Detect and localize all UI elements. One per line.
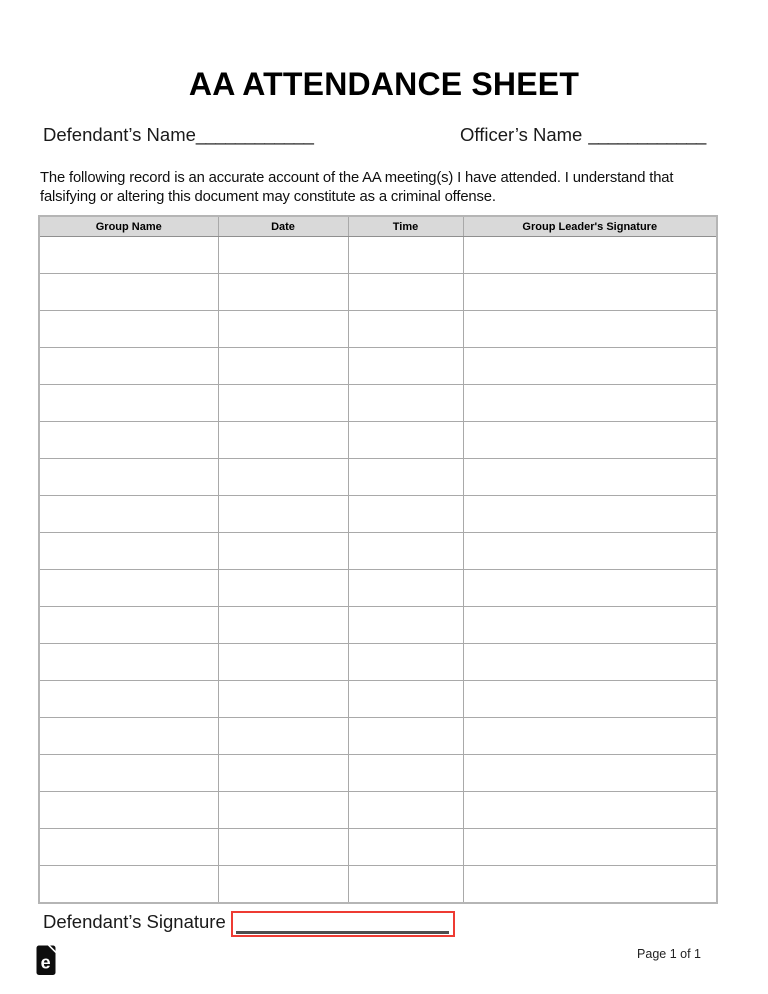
table-cell[interactable] [348, 755, 463, 792]
table-cell[interactable] [218, 496, 348, 533]
table-cell[interactable] [39, 533, 218, 570]
table-cell[interactable] [218, 422, 348, 459]
table-cell[interactable] [218, 237, 348, 274]
table-cell[interactable] [218, 274, 348, 311]
defendant-name-label: Defendant’s Name [43, 124, 196, 145]
col-header-group-leader-signature: Group Leader's Signature [463, 216, 717, 237]
table-cell[interactable] [348, 274, 463, 311]
table-cell[interactable] [218, 718, 348, 755]
table-cell[interactable] [39, 237, 218, 274]
table-cell[interactable] [39, 274, 218, 311]
page-number: Page 1 of 1 [637, 947, 701, 961]
table-cell[interactable] [463, 348, 717, 385]
table-cell[interactable] [463, 311, 717, 348]
table-cell[interactable] [39, 755, 218, 792]
defendant-signature-field[interactable] [231, 911, 455, 937]
table-cell[interactable] [348, 348, 463, 385]
col-header-group-name: Group Name [39, 216, 218, 237]
table-cell[interactable] [463, 755, 717, 792]
table-cell[interactable] [218, 866, 348, 904]
table-cell[interactable] [348, 718, 463, 755]
table-row [39, 829, 717, 866]
table-cell[interactable] [348, 237, 463, 274]
col-header-time: Time [348, 216, 463, 237]
table-cell[interactable] [348, 607, 463, 644]
table-row [39, 718, 717, 755]
table-cell[interactable] [218, 570, 348, 607]
table-cell[interactable] [39, 866, 218, 904]
eforms-logo-icon [36, 945, 56, 976]
table-cell[interactable] [39, 792, 218, 829]
table-cell[interactable] [39, 311, 218, 348]
table-cell[interactable] [218, 829, 348, 866]
table-cell[interactable] [348, 644, 463, 681]
table-cell[interactable] [218, 348, 348, 385]
intro-line-1: The following record is an accurate account of the AA meeting(s) I have attended. I understand that [40, 170, 674, 186]
intro-line-2: falsifying or altering this document may constitute as a criminal offense. [40, 189, 496, 205]
table-cell[interactable] [348, 829, 463, 866]
table-cell[interactable] [463, 644, 717, 681]
table-cell[interactable] [218, 681, 348, 718]
table-row [39, 459, 717, 496]
officer-name-row [460, 124, 706, 146]
table-cell[interactable] [218, 385, 348, 422]
table-cell[interactable] [218, 792, 348, 829]
defendant-signature-label: Defendant’s Signature [43, 911, 226, 932]
table-cell[interactable] [218, 311, 348, 348]
intro-paragraph [40, 169, 730, 207]
table-cell[interactable] [39, 348, 218, 385]
table-cell[interactable] [463, 681, 717, 718]
officer-name-label: Officer’s Name [460, 124, 583, 145]
table-cell[interactable] [463, 792, 717, 829]
table-cell[interactable] [39, 681, 218, 718]
table-cell[interactable] [218, 755, 348, 792]
table-cell[interactable] [39, 422, 218, 459]
table-cell[interactable] [348, 792, 463, 829]
table-cell[interactable] [348, 533, 463, 570]
table-row [39, 496, 717, 533]
table-cell[interactable] [348, 866, 463, 904]
table-cell[interactable] [463, 459, 717, 496]
table-cell[interactable] [39, 718, 218, 755]
page-title: AA ATTENDANCE SHEET [188, 66, 580, 102]
table-row [39, 607, 717, 644]
col-header-date: Date [218, 216, 348, 237]
table-cell[interactable] [348, 422, 463, 459]
table-row [39, 237, 717, 274]
table-cell[interactable] [39, 829, 218, 866]
table-cell[interactable] [463, 607, 717, 644]
table-row [39, 866, 717, 904]
table-cell[interactable] [463, 570, 717, 607]
table-cell[interactable] [463, 829, 717, 866]
table-cell[interactable] [39, 459, 218, 496]
table-cell[interactable] [463, 274, 717, 311]
table-cell[interactable] [463, 496, 717, 533]
table-cell[interactable] [348, 496, 463, 533]
table-cell[interactable] [348, 570, 463, 607]
table-cell[interactable] [39, 607, 218, 644]
table-cell[interactable] [463, 866, 717, 904]
table-cell[interactable] [218, 607, 348, 644]
table-row [39, 681, 717, 718]
table-cell[interactable] [39, 496, 218, 533]
table-row [39, 792, 717, 829]
table-cell[interactable] [348, 681, 463, 718]
table-row [39, 385, 717, 422]
table-cell[interactable] [463, 718, 717, 755]
officer-name-blank[interactable]: ____________ [588, 124, 706, 145]
table-cell[interactable] [463, 533, 717, 570]
table-row [39, 422, 717, 459]
table-cell[interactable] [39, 385, 218, 422]
table-cell[interactable] [39, 570, 218, 607]
table-row [39, 533, 717, 570]
table-cell[interactable] [218, 459, 348, 496]
table-cell[interactable] [463, 422, 717, 459]
table-cell[interactable] [218, 533, 348, 570]
table-cell[interactable] [463, 237, 717, 274]
defendant-name-blank[interactable]: ____________ [195, 124, 314, 145]
table-cell[interactable] [39, 644, 218, 681]
attendance-table [38, 215, 718, 904]
signature-underline [236, 931, 449, 934]
table-row [39, 755, 717, 792]
table-row [39, 570, 717, 607]
table-row [39, 348, 717, 385]
table-cell[interactable] [348, 459, 463, 496]
table-row [39, 311, 717, 348]
table-cell[interactable] [348, 385, 463, 422]
svg-text:e: e [40, 952, 51, 973]
table-header-row [39, 216, 717, 237]
defendant-name-row [43, 124, 313, 146]
table-row [39, 644, 717, 681]
table-cell[interactable] [348, 311, 463, 348]
table-cell[interactable] [218, 644, 348, 681]
table-cell[interactable] [463, 385, 717, 422]
table-row [39, 274, 717, 311]
